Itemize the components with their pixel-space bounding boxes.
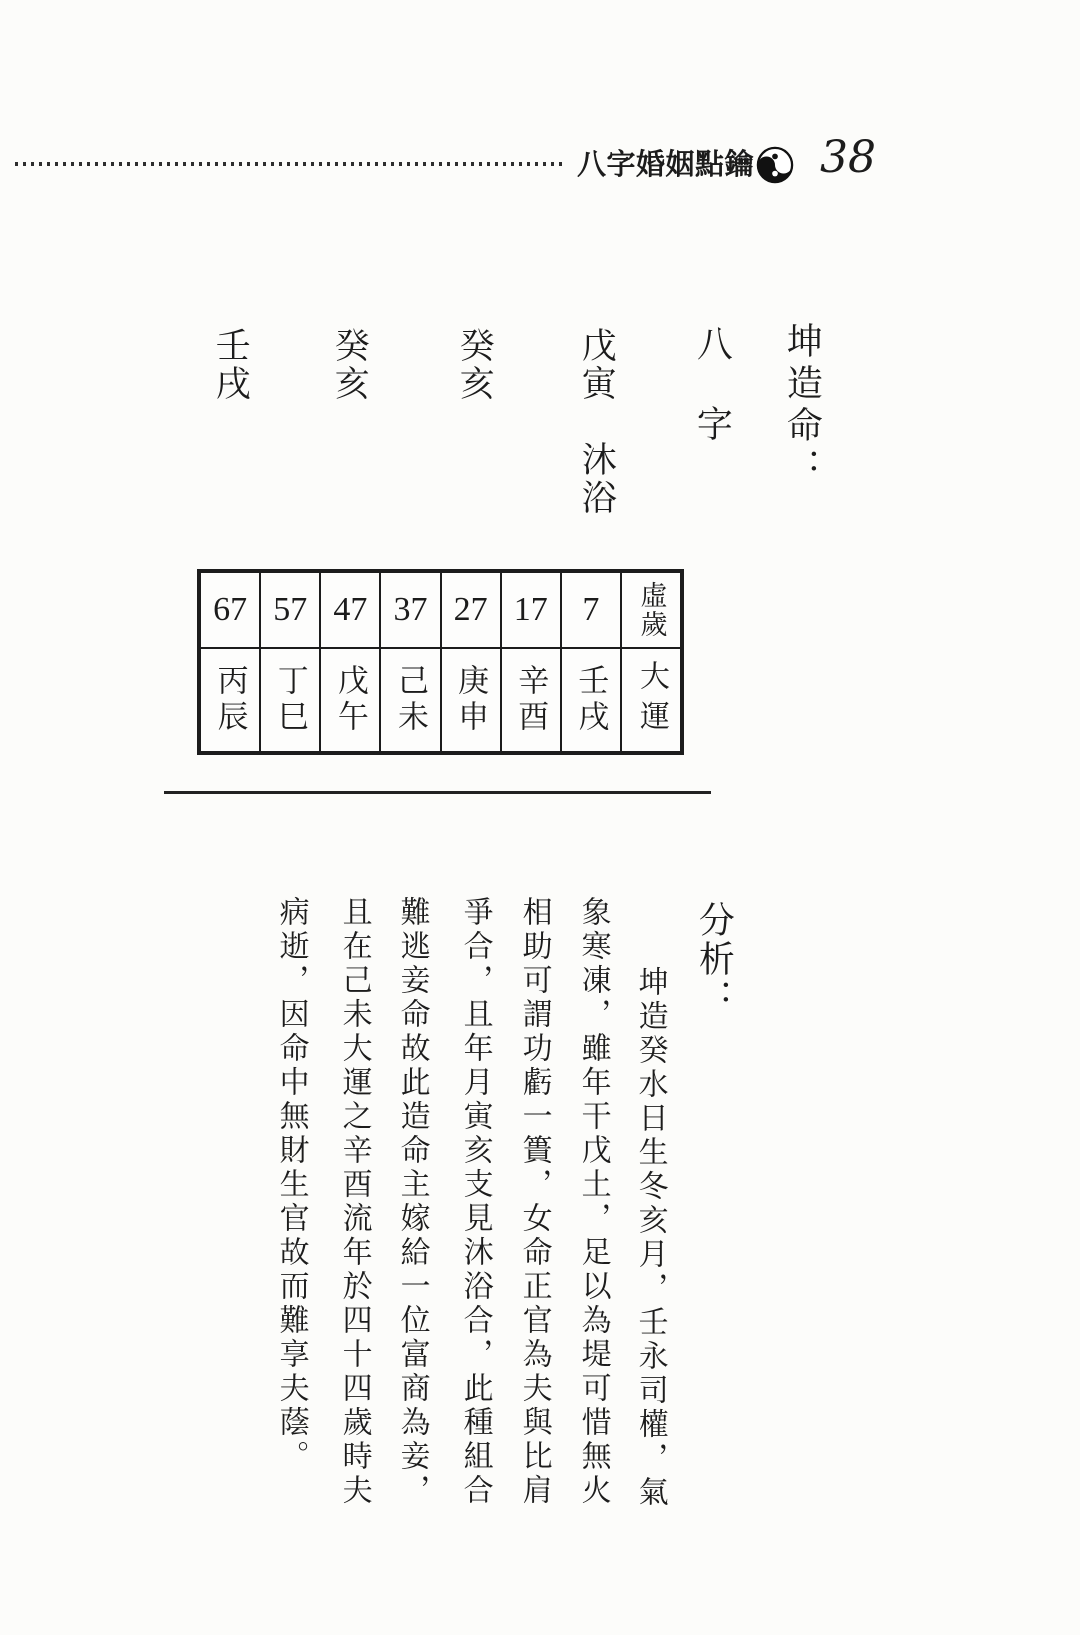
cycle-cell: 丁巳 xyxy=(260,648,320,752)
analysis-line: 難逃妾命故此造命主嫁給一位富商為妾， xyxy=(395,896,429,1508)
analysis-line: 相助可謂功虧一簣，女命正官為夫與比肩 xyxy=(517,896,551,1508)
analysis-line: 病逝，因命中無財生官故而難享夫蔭。 xyxy=(274,896,308,1474)
luck-cycle-table xyxy=(197,569,684,755)
pillar-day: 癸亥 xyxy=(330,327,370,403)
age-cell: 17 xyxy=(501,572,561,648)
cycle-cell: 己未 xyxy=(380,648,440,752)
dotted-leader-line xyxy=(15,162,563,166)
age-cell: 67 xyxy=(200,572,260,648)
age-cell: 47 xyxy=(320,572,380,648)
pillar-year: 戊寅 沐浴 xyxy=(577,327,617,517)
age-cell: 27 xyxy=(441,572,501,648)
pillar-month: 癸亥 xyxy=(455,327,495,403)
natal-chart-label: 坤造命： xyxy=(782,322,823,490)
section-divider-line xyxy=(164,791,711,794)
cycle-cell: 壬戌 xyxy=(561,648,621,752)
age-cell: 7 xyxy=(561,572,621,648)
cycle-header-cell: 大運 xyxy=(621,648,681,752)
bazi-section-heading: 八 字 xyxy=(692,325,733,445)
yin-yang-icon xyxy=(756,146,794,184)
cycle-cell: 庚申 xyxy=(441,648,501,752)
page-number: 38 xyxy=(820,132,876,183)
pillar-hour: 壬戌 xyxy=(211,327,251,403)
analysis-line: 坤造癸水日生冬亥月，壬永司權，氣 xyxy=(633,966,667,1510)
analysis-heading: 分析： xyxy=(694,901,735,1018)
cycle-cell: 丙辰 xyxy=(200,648,260,752)
analysis-line: 象寒凍，雖年干戊土，足以為堤可惜無火 xyxy=(576,896,610,1508)
cycle-cell: 戊午 xyxy=(320,648,380,752)
age-cell: 57 xyxy=(260,572,320,648)
analysis-line: 爭合，且年月寅亥支見沐浴合，此種組合 xyxy=(458,896,492,1508)
age-header-cell: 虛歲 xyxy=(621,572,681,648)
age-cell: 37 xyxy=(380,572,440,648)
cycle-cell: 辛酉 xyxy=(501,648,561,752)
book-title: 八字婚姻點鑰 xyxy=(577,149,755,181)
analysis-line: 且在己未大運之辛酉流年於四十四歲時夫 xyxy=(337,896,371,1508)
